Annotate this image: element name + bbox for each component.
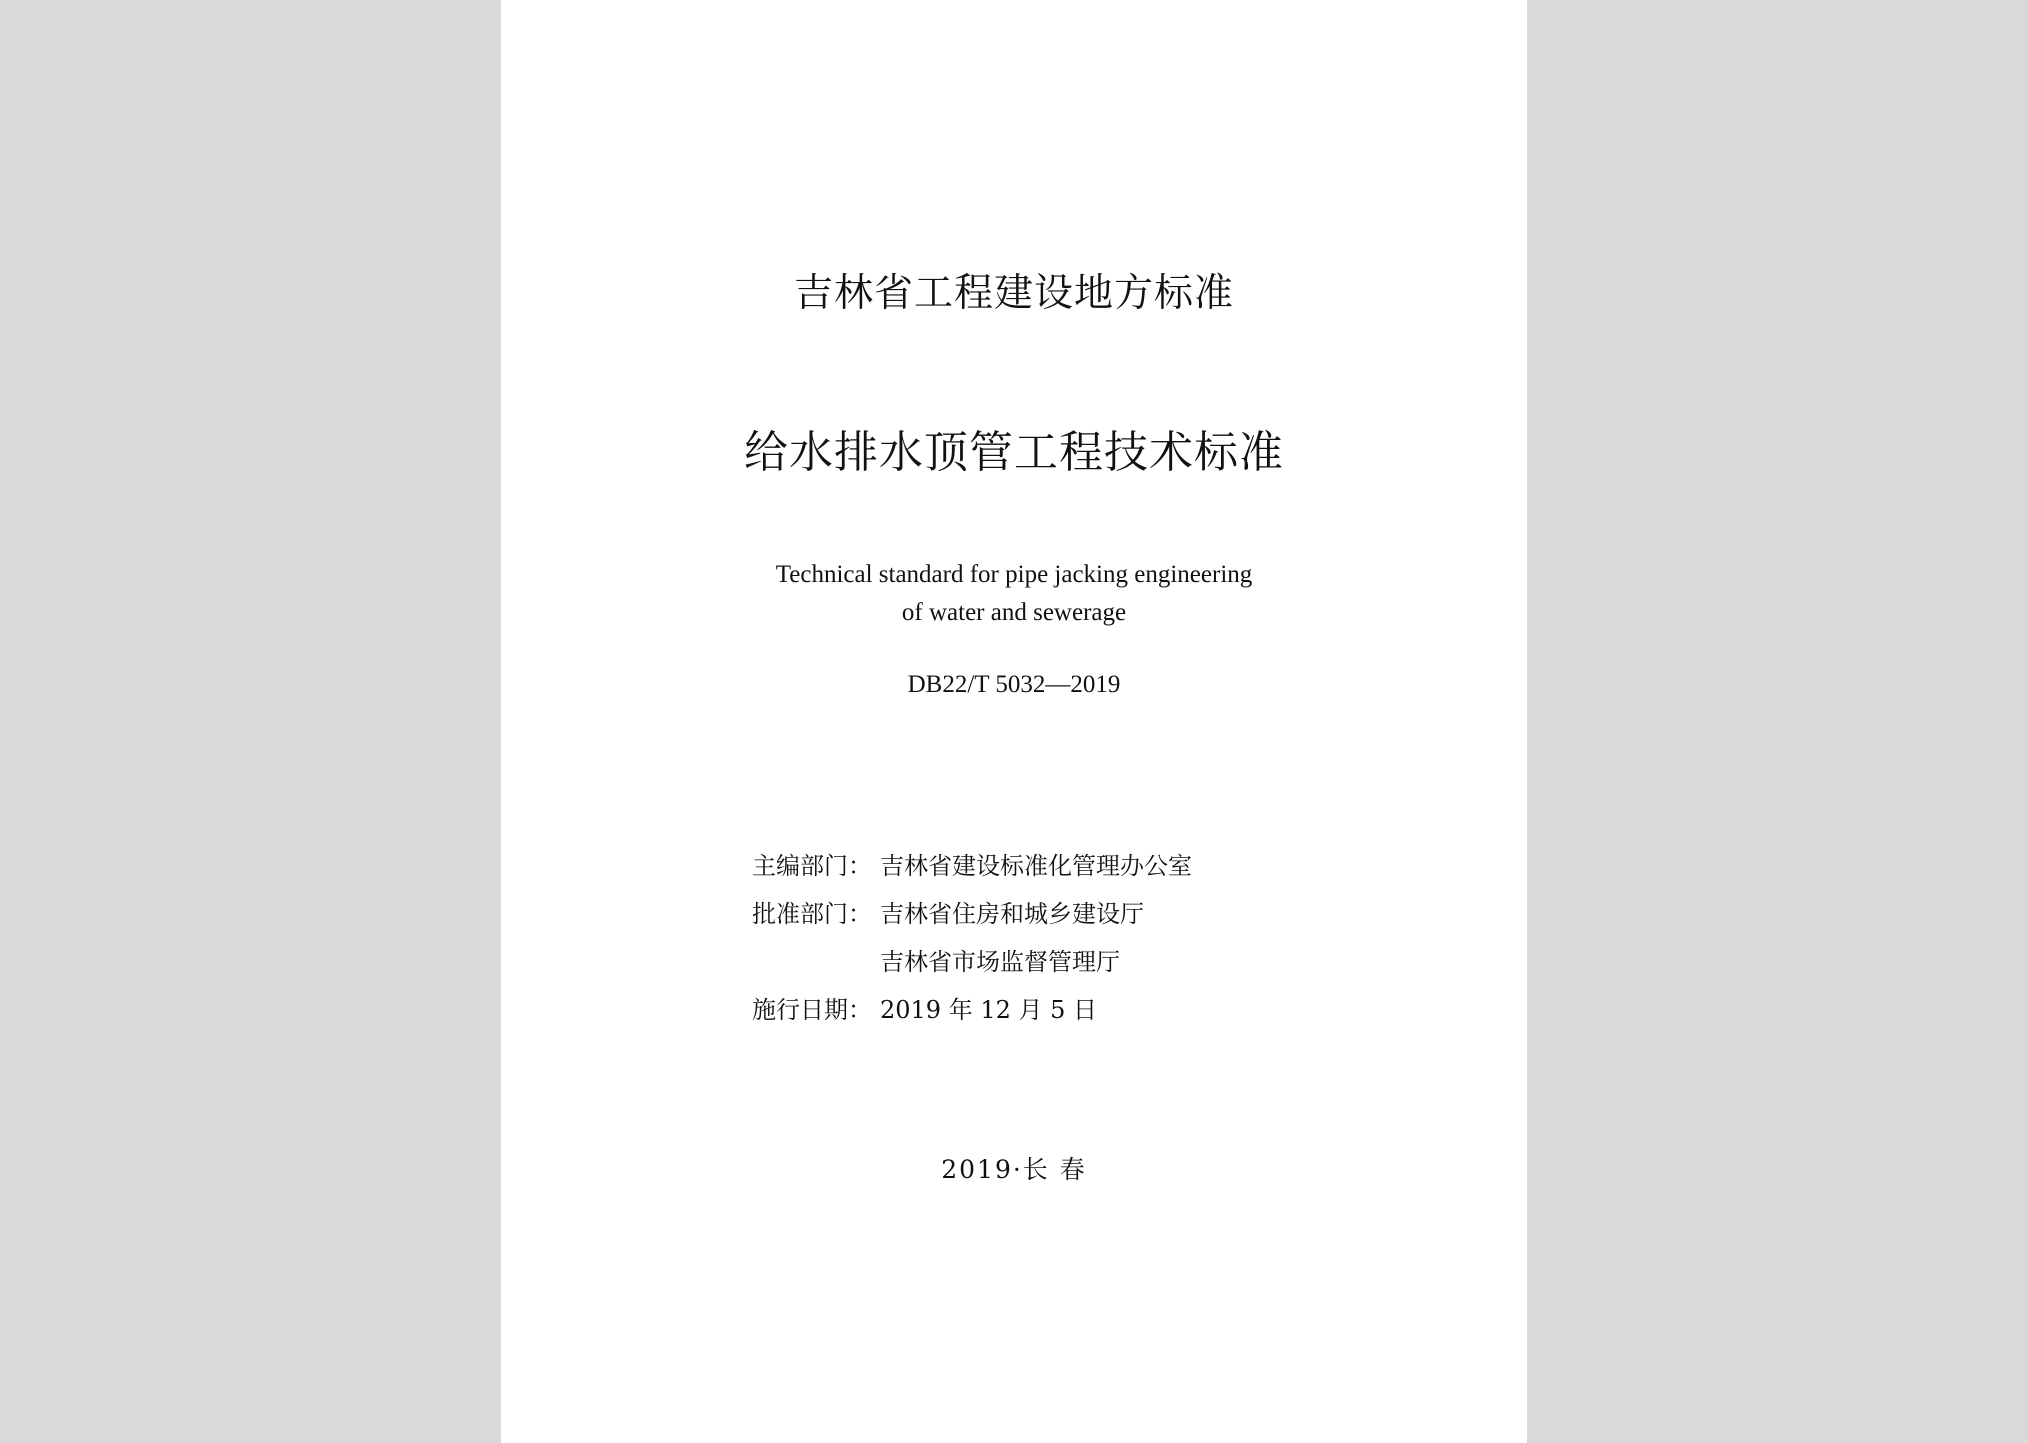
effective-date-value: 2019 年 12 月 5 日 xyxy=(880,996,1098,1024)
editor-label: 主编部门： xyxy=(752,852,872,880)
title-english-line-1: Technical standard for pipe jacking engineering xyxy=(775,561,1253,588)
approver-row-2 xyxy=(752,938,1192,986)
document-page xyxy=(501,0,1527,1443)
editor-row xyxy=(752,842,1192,890)
title-chinese: 给水排水顶管工程技术标准 xyxy=(744,427,1284,478)
approver-value-1: 吉林省住房和城乡建设厅 xyxy=(880,900,1144,928)
title-english-line-2: of water and sewerage xyxy=(901,599,1127,626)
approver-label-spacer xyxy=(752,938,880,986)
title-english xyxy=(501,556,1527,632)
footer-place-year: 2019·长 春 xyxy=(941,1155,1087,1184)
effective-date-label: 施行日期： xyxy=(752,996,872,1024)
approver-label: 批准部门： xyxy=(752,900,872,928)
approver-row xyxy=(752,890,1192,938)
effective-date-row xyxy=(752,986,1192,1034)
editor-value: 吉林省建设标准化管理办公室 xyxy=(880,852,1192,880)
standard-code: DB22/T 5032—2019 xyxy=(907,671,1121,698)
approver-value-2: 吉林省市场监督管理厅 xyxy=(880,948,1120,976)
publication-info xyxy=(752,842,1192,1034)
series-title: 吉林省工程建设地方标准 xyxy=(793,271,1234,316)
